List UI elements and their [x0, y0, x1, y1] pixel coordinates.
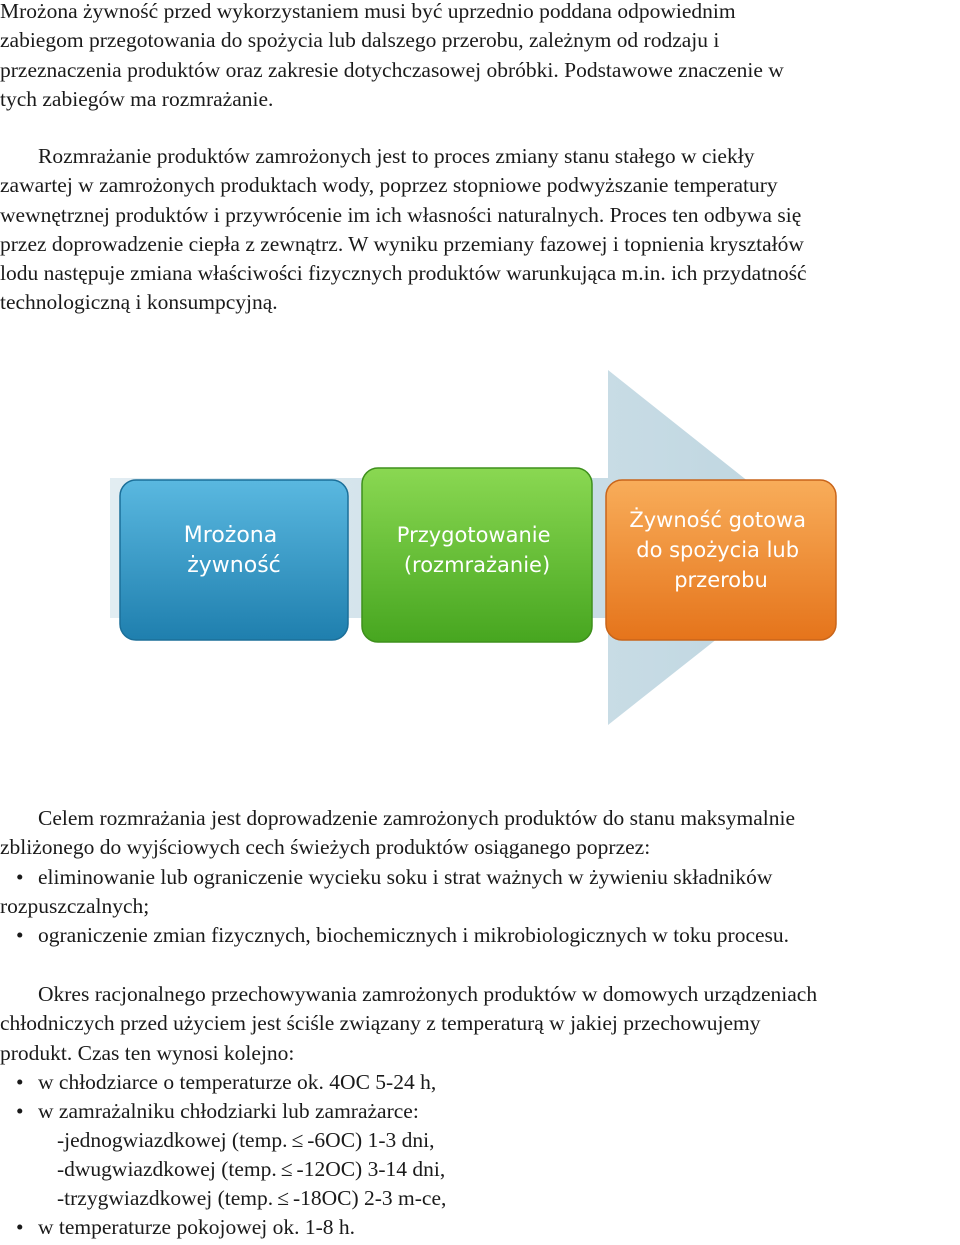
goal-bullet: [0, 921, 960, 950]
goal-line: Celem rozmrażania jest doprowadzenie zamrożonych produktów do stanu maksymalnie: [38, 806, 796, 830]
intro-line: zabiegom przegotowania do spożycia lub dalszego przerobu, zależnym od rodzaju i: [0, 28, 720, 53]
definition-line: Rozmrażanie produktów zamrożonych jest to proces zmiany stanu stałego w ciekły: [38, 144, 755, 168]
storage-item-fridge: [0, 1068, 960, 1097]
bullet-marker: •: [16, 1099, 24, 1123]
bullet-marker: •: [16, 865, 24, 889]
goal-bullet-text: ograniczenie zmian fizycznych, biochemicznych i mikrobiologicznych w toku procesu.: [38, 923, 790, 947]
storage-subitem-three-star: [57, 1184, 446, 1213]
goal-bullet-text: rozpuszczalnych;: [0, 894, 150, 918]
goal-bullet: [0, 863, 960, 892]
definition-line: zawartej w zamrożonych produktach wody, poprzez stopniowe podwyższanie temperatury: [0, 173, 778, 198]
definition-paragraph: [0, 142, 960, 318]
box-frozen-food-label: Mrożona żywność: [183, 523, 281, 578]
intro-paragraph: [0, 0, 960, 114]
storage-line: Okres racjonalnego przechowywania zamrożonych produktów w domowych urządzeniach: [38, 982, 818, 1006]
subitem-text: -trzygwiazdkowej (temp.: [57, 1186, 274, 1210]
storage-paragraph: [0, 980, 960, 1068]
definition-line: przez doprowadzenie ciepła z zewnątrz. W wyniku przemiany fazowej i topnienia kryształów: [0, 231, 804, 256]
intro-line: Mrożona żywność przed wykorzystaniem musi być uprzednio poddana odpowiednim: [0, 0, 736, 23]
bullet-marker: •: [16, 1215, 24, 1239]
storage-item-text: w zamrażalniku chłodziarki lub zamrażarce:: [38, 1099, 419, 1123]
storage-item-freezer: [0, 1097, 960, 1126]
definition-line: wewnętrznej produktów i przywrócenie im ich własności naturalnych. Proces ten odbywa się: [0, 202, 802, 227]
goal-paragraph: [0, 804, 960, 863]
box-ready-food-label: Żywność gotowa do spożycia lub przerobu: [629, 508, 806, 592]
box-preparation-label: Przygotowanie (rozmrażanie): [396, 523, 551, 577]
storage-subitem-two-star: [57, 1155, 445, 1184]
storage-line: chłodniczych przed użyciem jest ściśle związany z temperaturą w jakiej przechowujemy: [0, 1011, 761, 1036]
bullet-marker: •: [16, 1070, 24, 1094]
goal-bullet-text: eliminowanie lub ograniczenie wycieku soku i strat ważnych w żywieniu składników: [38, 865, 773, 889]
storage-item-text: w temperaturze pokojowej ok. 1-8 h.: [38, 1215, 356, 1239]
storage-item-text: w chłodziarce o temperaturze ok. 4OC 5-24 h,: [38, 1070, 437, 1094]
intro-line: tych zabiegów ma rozmrażanie.: [0, 86, 274, 111]
subitem-text: -dwugwiazdkowej (temp.: [57, 1157, 277, 1181]
storage-line: produkt. Czas ten wynosi kolejno:: [0, 1040, 295, 1065]
process-diagram: [110, 370, 850, 730]
storage-subitem-one-star: [57, 1126, 434, 1155]
definition-line: lodu następuje zmiana właściwości fizycznych produktów warunkująca m.in. ich przydatność: [0, 261, 807, 286]
less-equal-symbol: ≤: [280, 1157, 293, 1181]
subitem-text: -12OC) 3-14 dni,: [296, 1157, 446, 1181]
less-equal-symbol: ≤: [277, 1186, 289, 1210]
subitem-text: -jednogwiazdkowej (temp.: [57, 1128, 288, 1152]
goal-bullet-continuation: [0, 892, 960, 921]
bullet-marker: •: [16, 923, 24, 947]
subitem-text: -6OC) 1-3 dni,: [307, 1128, 435, 1152]
definition-line: technologiczną i konsumpcyjną.: [0, 290, 278, 315]
subitem-text: -18OC) 2-3 m-ce,: [292, 1186, 447, 1210]
storage-item-room: [0, 1213, 960, 1242]
intro-line: przeznaczenia produktów oraz zakresie dotychczasowej obróbki. Podstawowe znaczenie w: [0, 57, 784, 82]
goal-line: zbliżonego do wyjściowych cech świeżych produktów osiąganego poprzez:: [0, 835, 651, 860]
less-equal-symbol: ≤: [291, 1128, 304, 1152]
